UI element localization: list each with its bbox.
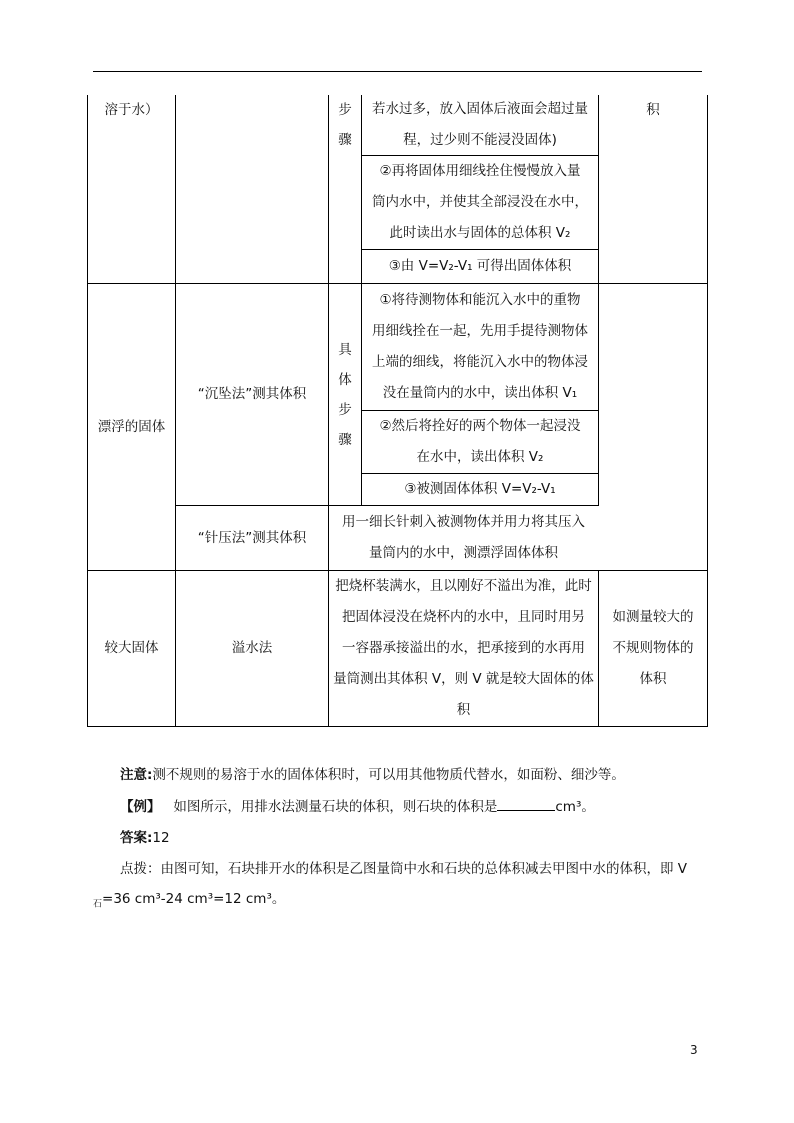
note-line — [120, 765, 625, 785]
answer-line — [120, 828, 170, 848]
answer-blank — [497, 798, 555, 811]
row1-note-cell: 积 — [646, 102, 660, 118]
example-text: 如图所示，用排水法测量石块的体积，则石块的体积是 — [173, 799, 498, 815]
row1-step-a: 若水过多，放入固体后液面会超过量 程，过少则不能浸没固体) — [372, 101, 588, 148]
row3-note-cell: 如测量较大的 不规则物体的 体积 — [612, 609, 694, 687]
method-table — [87, 95, 708, 727]
example-label: 【例】 — [120, 799, 161, 815]
row2-steps-label: 具 体 步 骤 — [338, 341, 352, 448]
hint-equation: =36 cm³-24 cm³=12 cm³。 — [102, 891, 286, 907]
header-rule — [93, 71, 702, 72]
row3-method-cell: 溢水法 — [231, 640, 273, 656]
note-text: 测不规则的易溶于水的固体体积时，可以用其他物质代替水，如面粉、细沙等。 — [152, 767, 625, 783]
answer-label: 答案: — [120, 830, 153, 846]
row2-step-a: ①将待测物体和能沉入水中的重物 用细线拴在一起，先用手提待测物体 上端的细线，将能沉入水中的物体浸 没在量筒内的水中，读出体积 V₁ — [372, 292, 588, 401]
row1-steps-label: 步 骤 — [338, 102, 352, 148]
hint-line — [120, 859, 687, 879]
row2-method-sink: “沉坠法”测其体积 — [197, 386, 307, 402]
row3-desc-cell: 把烧杯装满水，且以刚好不溢出为准，此时 把固体浸没在烧杯内的水中，且同时用另 一容器承接溢出的水，把承接到的水再用 量筒测出其体积 V，则 V 就是较大固体的体 积 — [333, 578, 594, 718]
row1-step-b: ②再将固体用细线拴住慢慢放入量 筒内水中，并使其全部浸没在水中， 此时读出水与固体的总体积 V₂ — [372, 163, 588, 241]
page-number: 3 — [690, 1043, 698, 1057]
row2-step-c: ③被测固体体积 V=V₂-V₁ — [404, 481, 556, 497]
row2-step-b: ②然后将拴好的两个物体一起浸没 在水中，读出体积 V₂ — [379, 418, 581, 465]
row1-object-cell: 溶于水） — [104, 102, 159, 118]
note-label: 注意: — [120, 767, 153, 783]
row2-object-cell: 漂浮的固体 — [97, 418, 166, 435]
hint-subscript: 石 — [93, 899, 103, 910]
example-line — [120, 797, 595, 817]
answer-value: 12 — [152, 830, 170, 846]
example-unit: cm³。 — [555, 799, 595, 815]
row1-step-c: ③由 V=V₂-V₁ 可得出固体体积 — [388, 258, 572, 274]
row2-method-needle: “针压法”测其体积 — [197, 529, 307, 546]
row2-needle-desc: 用一细长针刺入被测物体并用力将其压入 量筒内的水中，测漂浮固体体积 — [342, 514, 585, 561]
hint-text: 点拨：由图可知，石块排开水的体积是乙图量筒中水和石块的总体积减去甲图中水的体积，即 V — [120, 861, 688, 877]
row3-object-cell: 较大固体 — [104, 640, 159, 656]
hint-line-2 — [93, 889, 285, 915]
